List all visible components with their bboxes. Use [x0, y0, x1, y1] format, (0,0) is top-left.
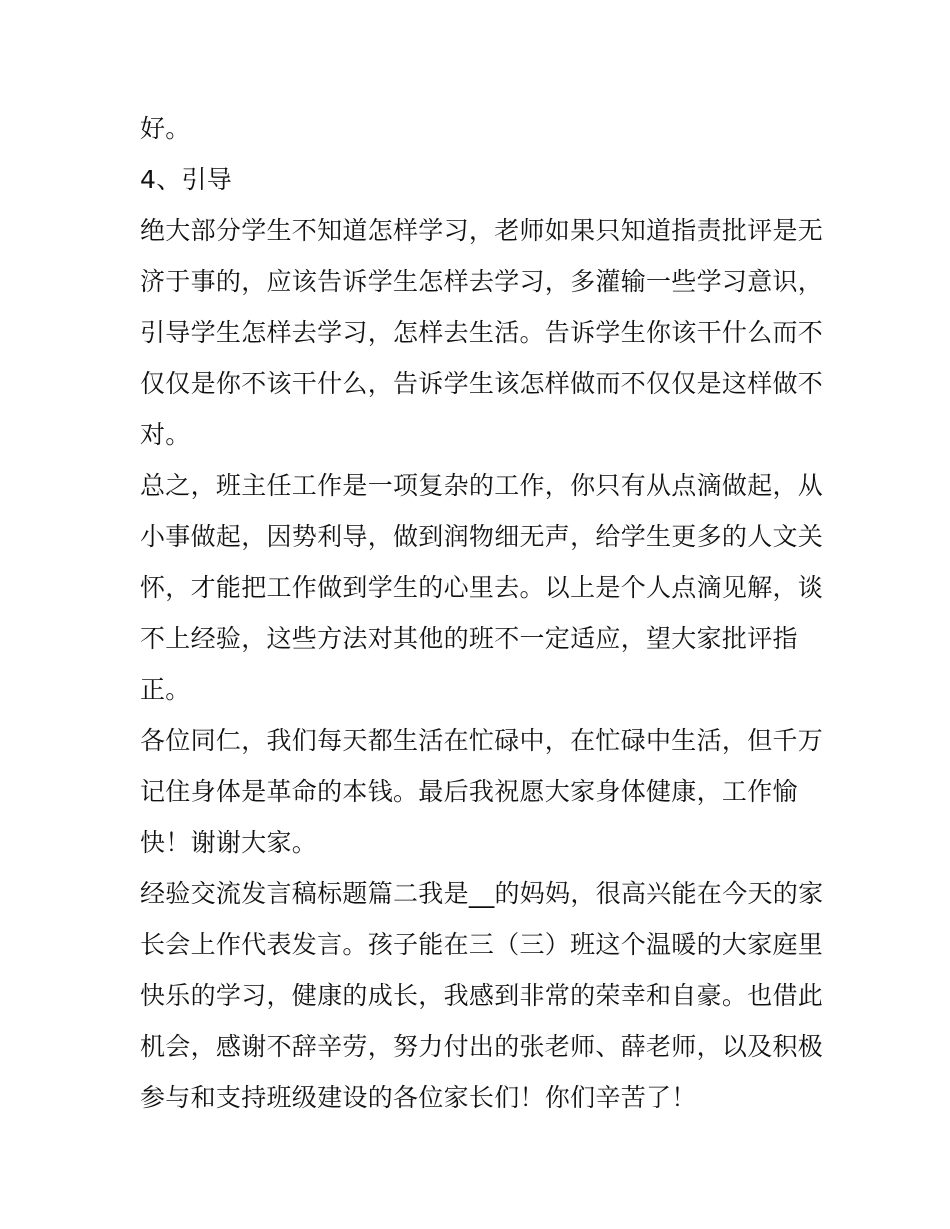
text-line: 长会上作代表发言。孩子能在三（三）班这个温暖的大家庭里: [140, 930, 824, 959]
text-line: 小事做起，因势利导，做到润物细无声，给学生更多的人文关: [140, 522, 824, 551]
text-line: 经验交流发言稿标题篇二我是__的妈妈，很高兴能在今天的家: [140, 879, 824, 908]
text-line: 各位同仁，我们每天都生活在忙碌中，在忙碌中生活，但千万: [140, 726, 824, 755]
text-line: 不上经验，这些方法对其他的班不一定适应，望大家批评指: [140, 624, 798, 653]
text-line: 机会，感谢不辞辛劳，努力付出的张老师、薛老师，以及积极: [140, 1032, 824, 1061]
text-line: 怀，才能把工作做到学生的心里去。以上是个人点滴见解，谈: [140, 573, 824, 602]
text-line: 仅仅是你不该干什么，告诉学生该怎样做而不仅仅是这样做不: [140, 369, 824, 398]
document-body: [140, 103, 824, 1123]
text-line: 对。: [140, 420, 191, 449]
text-line: 引导学生怎样去学习，怎样去生活。告诉学生你该干什么而不: [140, 318, 824, 347]
text-line: 记住身体是革命的本钱。最后我祝愿大家身体健康，工作愉: [140, 777, 798, 806]
text-line: 正。: [140, 675, 191, 704]
text-line: 快乐的学习，健康的成长，我感到非常的荣幸和自豪。也借此: [140, 981, 824, 1010]
text-line: 好。: [140, 114, 191, 143]
text-line: 济于事的，应该告诉学生怎样去学习，多灌输一些学习意识，: [140, 267, 824, 296]
text-line: 快！谢谢大家。: [140, 828, 318, 857]
text-line: 参与和支持班级建设的各位家长们！你们辛苦了！: [140, 1083, 697, 1112]
text-line: 绝大部分学生不知道怎样学习，老师如果只知道指责批评是无: [140, 216, 824, 245]
text-line: 总之，班主任工作是一项复杂的工作，你只有从点滴做起，从: [140, 471, 824, 500]
section-heading: 4、引导: [140, 165, 233, 194]
